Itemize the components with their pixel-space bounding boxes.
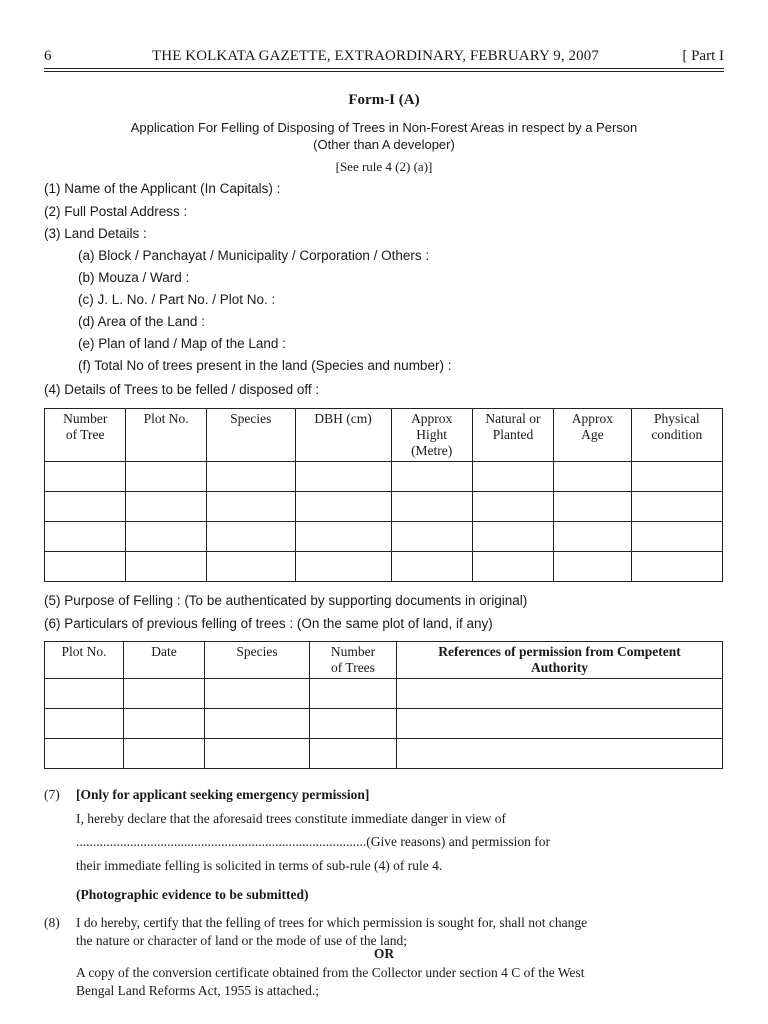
field-jl-no: (c) J. L. No. / Part No. / Plot No. : [78, 292, 276, 307]
table-cell-empty[interactable] [472, 552, 553, 582]
table-cell-empty[interactable] [472, 492, 553, 522]
section8-number: (8) [44, 915, 60, 930]
table-cell-empty[interactable] [397, 739, 723, 769]
table-cell-empty[interactable] [554, 462, 632, 492]
table-header-text: Species [230, 411, 272, 426]
table-header-text: condition [651, 427, 703, 442]
table-header-cell [631, 409, 722, 462]
field-mouza: (b) Mouza / Ward : [78, 270, 190, 285]
table-header-cell [391, 409, 472, 462]
previous-felling-table [44, 641, 723, 769]
section7-line3: their immediate felling is solicited in terms of sub-rule (4) of rule 4. [76, 858, 443, 873]
field-trees-details: (4) Details of Trees to be felled / disposed off : [44, 382, 320, 397]
table-header-cell [124, 642, 205, 679]
table-header-text: of Tree [65, 427, 105, 442]
table-cell-empty[interactable] [124, 709, 205, 739]
table-cell-empty[interactable] [554, 552, 632, 582]
header-rule-bottom [44, 71, 724, 72]
table-cell-empty[interactable] [391, 552, 472, 582]
field-purpose: (5) Purpose of Felling : (To be authenticated by supporting documents in original) [44, 593, 528, 608]
table-cell-empty[interactable] [206, 462, 295, 492]
section7-number: (7) [44, 787, 60, 802]
table-header-cell [126, 409, 206, 462]
table-header-text: (Metre) [411, 443, 453, 458]
table-row [45, 522, 723, 552]
table-row [45, 739, 723, 769]
page-number: 6 [44, 48, 52, 64]
table-cell-empty[interactable] [45, 679, 124, 709]
table-cell-empty[interactable] [126, 462, 206, 492]
table-cell-empty[interactable] [126, 552, 206, 582]
table-header-text: Date [151, 644, 177, 659]
field-total-trees: (f) Total No of trees present in the land (Species and number) : [78, 358, 452, 373]
table-header-row [45, 642, 723, 679]
section8-line3: A copy of the conversion certificate obtained from the Collector under section 4 C of the West [76, 965, 585, 980]
table-cell-empty[interactable] [205, 709, 310, 739]
table-header-cell [472, 409, 553, 462]
section7-line1: I, hereby declare that the aforesaid trees constitute immediate danger in view of [76, 811, 506, 826]
table-header-cell [45, 409, 126, 462]
table-cell-empty[interactable] [126, 522, 206, 552]
table-header-text: Number [330, 644, 376, 659]
section8-or: OR [373, 946, 395, 961]
table-header-cell [205, 642, 310, 679]
table-cell-empty[interactable] [631, 492, 722, 522]
table-row [45, 552, 723, 582]
table-header-text: of Trees [331, 660, 375, 675]
table-cell-empty[interactable] [310, 739, 397, 769]
section7-line2: ......................................................................................(Give reasons) and permission for [76, 834, 550, 849]
table-header-cell [397, 642, 723, 679]
page-header [44, 48, 724, 68]
table-cell-empty[interactable] [206, 552, 295, 582]
form-subtitle-line1: Application For Felling of Disposing of Trees in Non-Forest Areas in respect by a Person [130, 120, 638, 135]
table-row [45, 709, 723, 739]
table-cell-empty[interactable] [45, 462, 126, 492]
table-header-text: Age [581, 427, 604, 442]
table-header-text: Number [63, 411, 108, 426]
table-header-text: Planted [492, 427, 534, 442]
table-cell-empty[interactable] [206, 522, 295, 552]
field-plan: (e) Plan of land / Map of the Land : [78, 336, 286, 351]
table-header-cell [206, 409, 295, 462]
table-cell-empty[interactable] [45, 709, 124, 739]
table-header-row [45, 409, 723, 462]
table-cell-empty[interactable] [205, 679, 310, 709]
table-cell-empty[interactable] [45, 552, 126, 582]
table-cell-empty[interactable] [472, 462, 553, 492]
table-cell-empty[interactable] [295, 492, 391, 522]
table-cell-empty[interactable] [124, 739, 205, 769]
table-cell-empty[interactable] [45, 522, 126, 552]
table-cell-empty[interactable] [124, 679, 205, 709]
table-header-cell [310, 642, 397, 679]
table-cell-empty[interactable] [295, 522, 391, 552]
field-applicant-name: (1) Name of the Applicant (In Capitals) : [44, 181, 281, 196]
table-cell-empty[interactable] [391, 462, 472, 492]
section7-heading: [Only for applicant seeking emergency permission] [76, 787, 370, 802]
field-block: (a) Block / Panchayat / Municipality / Corporation / Others : [78, 248, 430, 263]
table-cell-empty[interactable] [631, 552, 722, 582]
trees-details-table [44, 408, 723, 582]
header-rule-top [44, 68, 724, 69]
table-cell-empty[interactable] [205, 739, 310, 769]
table-cell-empty[interactable] [397, 709, 723, 739]
table-cell-empty[interactable] [472, 522, 553, 552]
part-label: [ Part I [682, 48, 724, 64]
table-row [45, 679, 723, 709]
table-header-text: References of permission from Competent [438, 644, 681, 659]
table-header-text: Approx [571, 411, 613, 426]
table-header-cell [554, 409, 632, 462]
form-subtitle [0, 119, 768, 153]
table-cell-empty[interactable] [631, 522, 722, 552]
table-header-text: Natural or [485, 411, 541, 426]
table-row [45, 462, 723, 492]
table-header-text: Physical [653, 411, 700, 426]
section8-line1: I do hereby, certify that the felling of trees for which permission is sought for, shall not change [76, 915, 588, 930]
table-cell-empty[interactable] [45, 739, 124, 769]
table-header-text: Hight [416, 427, 448, 442]
field-land-details: (3) Land Details : [44, 226, 147, 241]
table-header-text: Authority [531, 660, 588, 675]
table-header-text: Approx [411, 411, 453, 426]
form-title: Form-I (A) [348, 92, 420, 108]
table-cell-empty[interactable] [310, 679, 397, 709]
table-cell-empty[interactable] [295, 552, 391, 582]
table-cell-empty[interactable] [206, 492, 295, 522]
field-postal-address: (2) Full Postal Address : [44, 204, 188, 219]
table-cell-empty[interactable] [45, 492, 126, 522]
section8-line2: the nature or character of land or the mode of use of the land; [76, 933, 407, 948]
section8-line4: Bengal Land Reforms Act, 1955 is attached.; [76, 983, 319, 998]
table-cell-empty[interactable] [554, 522, 632, 552]
table-cell-empty[interactable] [295, 462, 391, 492]
rule-reference: [See rule 4 (2) (a)] [335, 159, 433, 174]
table-header-text: Species [236, 644, 278, 659]
field-area: (d) Area of the Land : [78, 314, 205, 329]
table-cell-empty[interactable] [126, 492, 206, 522]
table-header-text: Plot No. [61, 644, 107, 659]
form-subtitle-line2: (Other than A developer) [313, 137, 455, 152]
table-cell-empty[interactable] [631, 462, 722, 492]
table-header-text: Plot No. [143, 411, 189, 426]
table-header-text: DBH (cm) [314, 411, 372, 426]
field-previous-felling: (6) Particulars of previous felling of trees : (On the same plot of land, if any) [44, 616, 493, 631]
table-header-cell [45, 642, 124, 679]
table-cell-empty[interactable] [391, 522, 472, 552]
table-header-cell [295, 409, 391, 462]
gazette-title: THE KOLKATA GAZETTE, EXTRAORDINARY, FEBRUARY 9, 2007 [152, 48, 599, 64]
table-cell-empty[interactable] [391, 492, 472, 522]
table-cell-empty[interactable] [397, 679, 723, 709]
table-cell-empty[interactable] [554, 492, 632, 522]
table-cell-empty[interactable] [310, 709, 397, 739]
section7-note: (Photographic evidence to be submitted) [76, 887, 309, 902]
table-row [45, 492, 723, 522]
